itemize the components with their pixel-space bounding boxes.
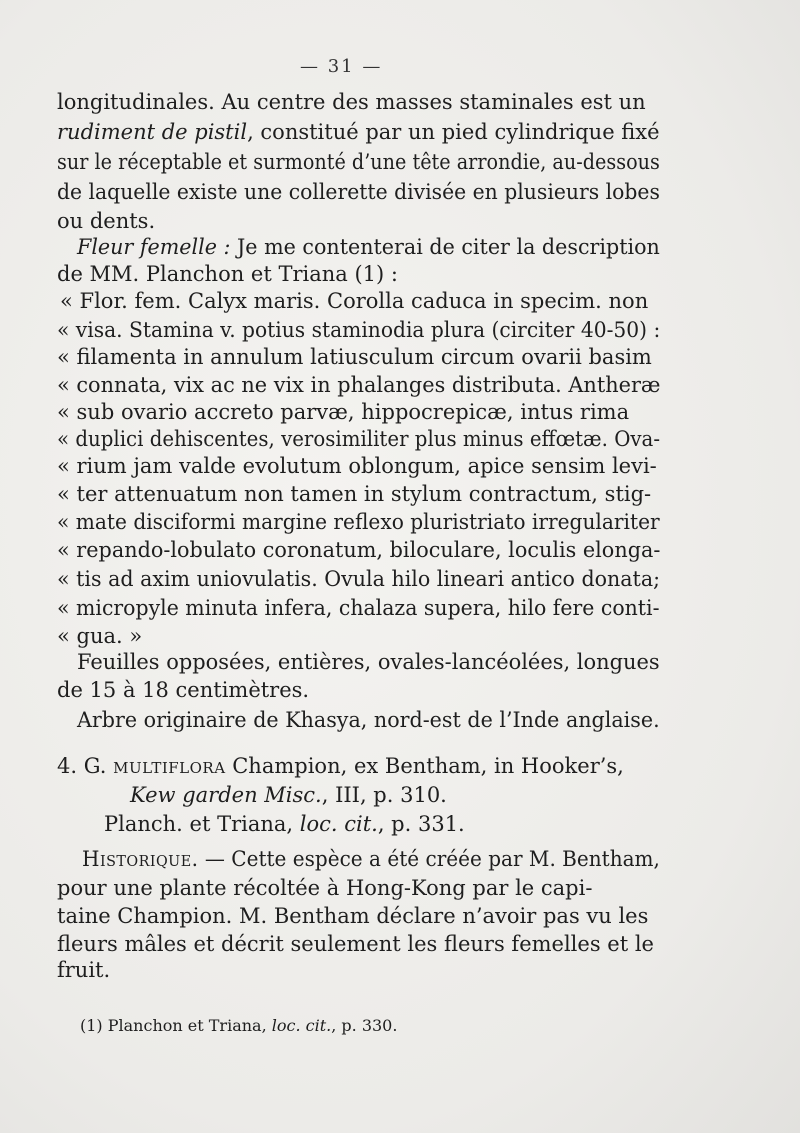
paragraph-origin: Arbre originaire de Khasya, nord-est de l’Inde anglaise. [77,708,660,732]
quote-line: « duplici dehiscentes, verosimiliter plus minus effœtæ. Ova- [57,427,661,451]
historique-label: Historique. [82,847,199,871]
text-line: Fleur femelle : Je me contenterai de citer la description [77,235,660,259]
text-line: sur le réceptable et surmonté d’une tête arrondie, au-dessous [57,150,660,174]
footnote: (1) Planchon et Triana, loc. cit., p. 330. [80,1016,398,1035]
entry-line: 4. G. multiflora Champion, ex Bentham, in Hooker’s, [57,754,624,778]
quote-line: « gua. » [57,624,143,648]
quote-line: « repando-lobulato coronatum, biloculare, loculis elonga- [57,538,661,562]
quote-line: « visa. Stamina v. potius staminodia plura (circiter 40-50) : [57,318,661,342]
text-line: ou dents. [57,209,156,233]
quote-line: « ter attenuatum non tamen in stylum contractum, stig- [57,482,652,506]
text-line: fruit. [57,958,111,982]
entry-line: Planch. et Triana, loc. cit., p. 331. [104,812,465,836]
text-line: fleurs mâles et décrit seulement les fleurs femelles et le [57,932,654,956]
quote-line: « filamenta in annulum latiusculum circum ovarii basim [57,345,652,369]
journal-title: Kew garden Misc. [130,783,322,807]
text-line: Feuilles opposées, entières, ovales-lancéolées, longues [77,650,660,674]
quote-line: « connata, vix ac ne vix in phalanges distributa. Antheræ [57,373,661,397]
italic-heading: Fleur femelle : [77,235,231,259]
quote-line: « mate disciformi margine reflexo pluristriato irregulariter [57,510,660,534]
italic-term: rudiment de pistil [57,120,248,144]
quote-line: « rium jam valde evolutum oblongum, apice sensim levi- [57,454,657,478]
text-line: de laquelle existe une collerette divisée en plusieurs lobes [57,180,660,204]
quote-line: « tis ad axim uniovulatis. Ovula hilo lineari antico donata; [57,567,661,591]
page-number: — 31 — [300,56,383,77]
text-line: taine Champion. M. Bentham déclare n’avoir pas vu les [57,904,649,928]
loc-cit: loc. cit. [299,812,378,836]
text-line: Historique. — Cette espèce a été créée par M. Bentham, [82,847,660,871]
text-line: pour une plante récoltée à Hong-Kong par le capi- [57,876,593,900]
text-line: de MM. Planchon et Triana (1) : [57,262,398,286]
text-line: longitudinales. Au centre des masses staminales est un [57,90,646,114]
species-name: multiflora [113,754,226,778]
text-line: rudiment de pistil, constitué par un pied cylindrique fixé [57,120,660,144]
quote-line: « micropyle minuta infera, chalaza supera, hilo fere conti- [57,596,660,620]
entry-line: Kew garden Misc., III, p. 310. [130,783,447,807]
quote-line: « Flor. fem. Calyx maris. Corolla caduca in specim. non [60,289,649,313]
text-line: de 15 à 18 centimètres. [57,678,310,702]
quote-line: « sub ovario accreto parvæ, hippocrepicæ, intus rima [57,400,630,424]
